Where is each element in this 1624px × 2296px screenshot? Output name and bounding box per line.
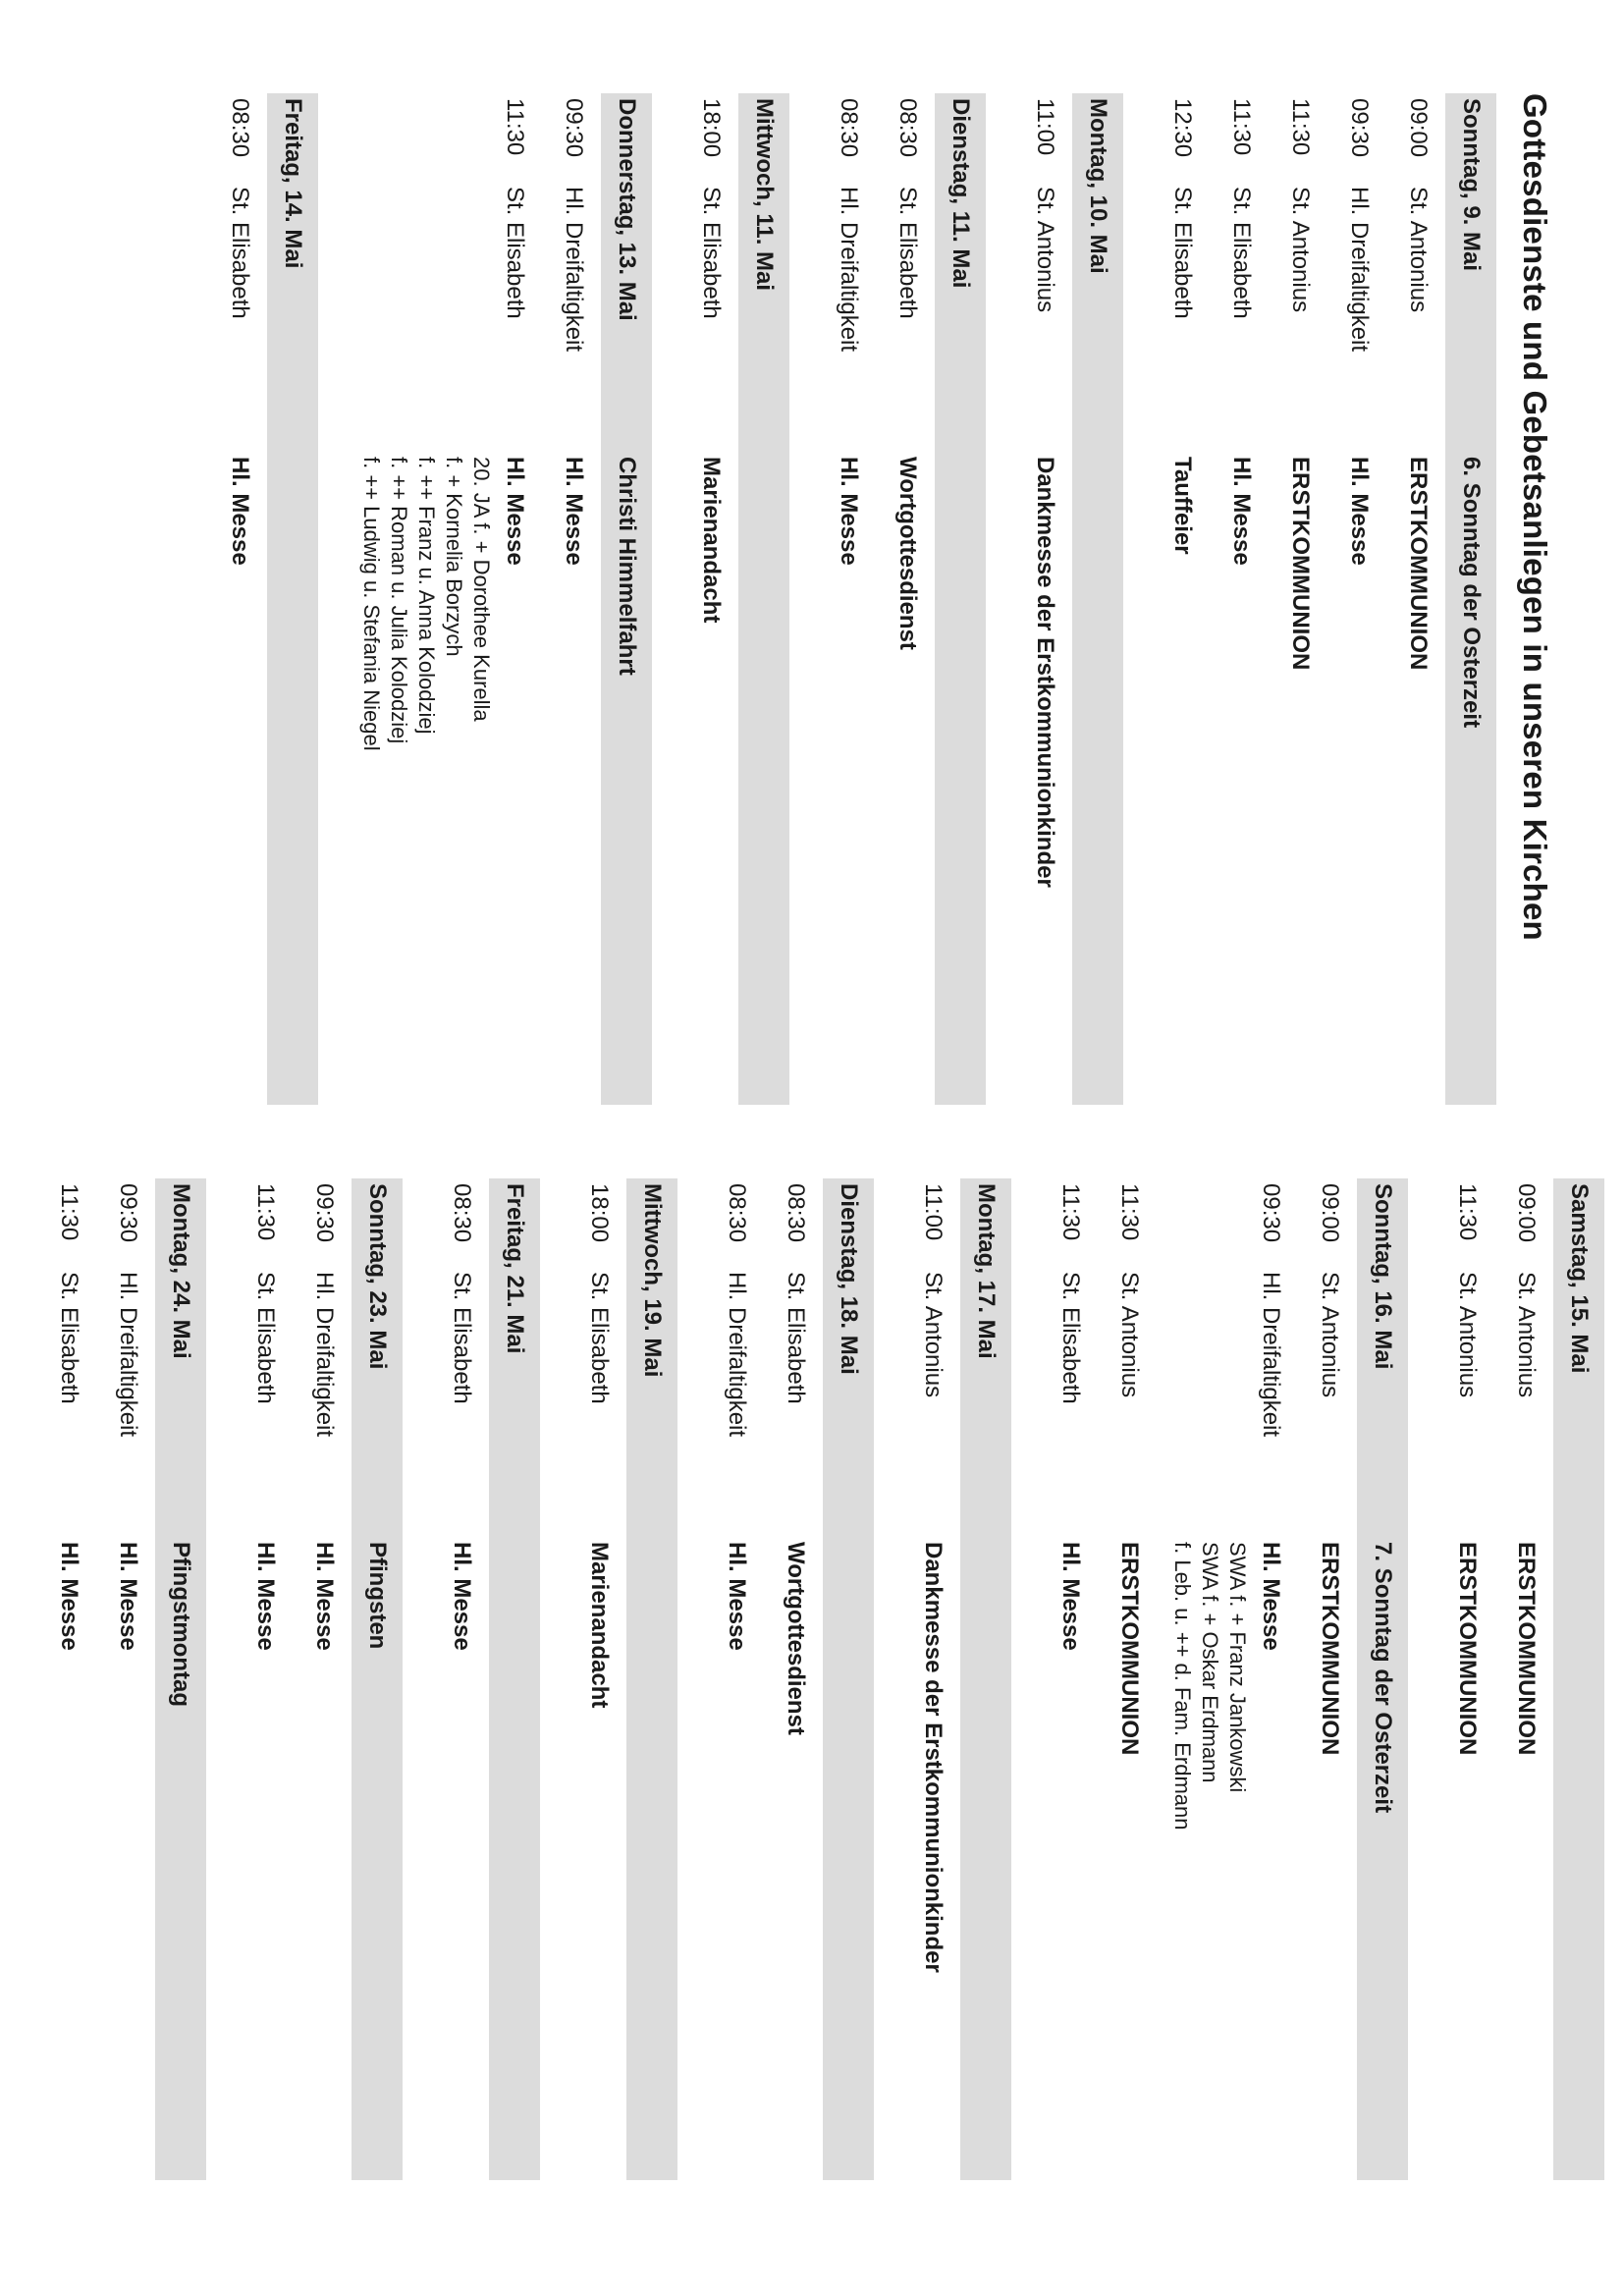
church-name: St. Elisabeth [586, 1272, 613, 1404]
service-time: 09:30 [115, 1183, 141, 1243]
day-header [155, 1178, 206, 2180]
day-label: Montag, 10. Mai [1085, 98, 1111, 274]
service-row [1013, 93, 1072, 1105]
church-name: St. Elisabeth [227, 187, 253, 319]
church-name: St. Elisabeth [56, 1272, 82, 1404]
day-header [1445, 93, 1496, 1105]
church-name: St. Elisabeth [1169, 187, 1196, 319]
service-type: Hl. Messe [502, 457, 528, 566]
intention-line: SWA f. + Oskar Erdmann [1198, 1542, 1222, 1783]
service-type: Tauffeier [1169, 457, 1196, 555]
service-type: Marienandacht [698, 457, 725, 624]
service-row [1327, 93, 1386, 1105]
day-header [601, 93, 652, 1105]
feast-label: Pfingsten [364, 1542, 391, 1650]
day-block [1039, 1178, 1408, 2180]
service-time: 09:30 [311, 1183, 338, 1243]
service-row [96, 1178, 155, 2180]
church-name: Hl. Dreifaltigkeit [115, 1272, 141, 1438]
service-row [705, 1178, 764, 2180]
service-time: 09:00 [1513, 1183, 1540, 1243]
church-name: St. Antonius [1513, 1272, 1540, 1398]
day-block [37, 1178, 206, 2180]
intention-line: SWA f. + Franz Jankowski [1225, 1542, 1250, 1793]
service-type: Wortgottesdienst [783, 1542, 809, 1735]
day-block [430, 1178, 540, 2180]
service-type: Marienandacht [586, 1542, 613, 1709]
service-type: ERSTKOMMUNION [1405, 457, 1432, 671]
church-name: St. Antonius [1317, 1272, 1343, 1398]
church-name: Hl. Dreifaltigkeit [836, 187, 862, 353]
service-time: 11:30 [1057, 1183, 1084, 1241]
service-time: 12:30 [1169, 98, 1196, 158]
service-type: Hl. Messe [724, 1542, 750, 1651]
day-label: Sonntag, 23. Mai [364, 1183, 391, 1370]
service-time: 08:30 [449, 1183, 475, 1243]
service-type: Hl. Messe [1346, 457, 1373, 566]
service-type: ERSTKOMMUNION [1287, 457, 1314, 671]
service-type: ERSTKOMMUNION [1317, 1542, 1343, 1756]
service-type: Dankmesse der Erstkommunionkinder [1032, 457, 1058, 888]
day-label: Montag, 24. Mai [168, 1183, 194, 1359]
church-name: St. Antonius [1454, 1272, 1481, 1398]
day-block [1435, 1178, 1604, 2180]
page-title: Gottesdienste und Gebetsanliegen in unseren Kirchen [1517, 93, 1553, 941]
service-row [542, 93, 601, 1105]
service-time: 11:30 [1454, 1183, 1481, 1241]
day-header [626, 1178, 677, 2180]
service-type: Hl. Messe [1258, 1542, 1284, 1651]
intention-line: f. + Kornelia Borzych [442, 457, 466, 657]
service-row [430, 1178, 489, 2180]
service-time: 11:30 [252, 1183, 279, 1241]
day-block [1013, 93, 1123, 1105]
service-row [293, 1178, 352, 2180]
intention-line: f. ++ Franz u. Anna Kolodziej [414, 457, 439, 735]
service-time: 11:30 [1287, 98, 1314, 156]
right-column [0, 1178, 1624, 2180]
day-label: Freitag, 14. Mai [280, 98, 306, 269]
service-time: 11:30 [1228, 98, 1255, 156]
service-time: 08:30 [836, 98, 862, 158]
church-name: St. Elisabeth [1228, 187, 1255, 319]
service-time: 08:30 [783, 1183, 809, 1243]
church-name: St. Elisabeth [894, 187, 921, 319]
church-name: Hl. Dreifaltigkeit [724, 1272, 750, 1438]
service-row [1269, 93, 1327, 1105]
day-header [960, 1178, 1011, 2180]
service-time: 09:00 [1405, 98, 1432, 158]
service-row [234, 1178, 293, 2180]
day-header [352, 1178, 403, 2180]
service-type: Hl. Messe [115, 1542, 141, 1651]
intentions-list [357, 457, 495, 751]
day-label: Dienstag, 11. Mai [947, 98, 974, 289]
service-type: Hl. Messe [836, 457, 862, 566]
intention-line: 20. JA f. + Dorothee Kurella [469, 457, 494, 722]
church-name: Hl. Dreifaltigkeit [1258, 1272, 1284, 1438]
day-label: Mittwoch, 11. Mai [751, 98, 778, 292]
service-time: 11:00 [1032, 98, 1058, 156]
service-time: 11:00 [920, 1183, 947, 1241]
service-row [901, 1178, 960, 2180]
service-type: Hl. Messe [227, 457, 253, 566]
day-header [738, 93, 789, 1105]
day-label: Dienstag, 18. Mai [836, 1183, 862, 1375]
feast-label: 6. Sonntag der Osterzeit [1458, 457, 1485, 729]
service-row [37, 1178, 96, 2180]
church-name: St. Elisabeth [783, 1272, 809, 1404]
service-row [1210, 93, 1269, 1105]
service-time: 09:00 [1317, 1183, 1343, 1243]
church-name: Hl. Dreifaltigkeit [311, 1272, 338, 1438]
feast-label: Pfingstmontag [168, 1542, 194, 1707]
church-name: St. Elisabeth [502, 187, 528, 319]
day-header [1553, 1178, 1604, 2180]
service-row [1494, 1178, 1553, 2180]
service-row [1386, 93, 1445, 1105]
service-type: Hl. Messe [252, 1542, 279, 1651]
day-label: Donnerstag, 13. Mai [614, 98, 640, 321]
service-time: 08:30 [724, 1183, 750, 1243]
intention-line: f. ++ Ludwig u. Stefania Niegel [359, 457, 384, 751]
service-type: Hl. Messe [1228, 457, 1255, 566]
day-block [568, 1178, 677, 2180]
day-header [935, 93, 986, 1105]
service-row [1435, 1178, 1494, 2180]
service-row [208, 93, 267, 1105]
service-time: 11:30 [502, 98, 528, 156]
service-row [1298, 1178, 1357, 2180]
service-row [876, 93, 935, 1105]
day-block [208, 93, 318, 1105]
day-block [901, 1178, 1011, 2180]
day-header [267, 93, 318, 1105]
service-time: 09:30 [1258, 1183, 1284, 1243]
church-name: St. Antonius [1116, 1272, 1143, 1398]
service-type: Wortgottesdienst [894, 457, 921, 650]
service-row [568, 1178, 626, 2180]
church-name: St. Antonius [1287, 187, 1314, 313]
service-type: ERSTKOMMUNION [1116, 1542, 1143, 1756]
service-type: ERSTKOMMUNION [1513, 1542, 1540, 1756]
service-row [1098, 1178, 1157, 2180]
left-column [0, 93, 1624, 1105]
service-time: 18:00 [698, 98, 725, 158]
service-type: Hl. Messe [1057, 1542, 1084, 1651]
day-header [489, 1178, 540, 2180]
day-label: Sonntag, 9. Mai [1458, 98, 1485, 272]
church-name: St. Antonius [920, 1272, 947, 1398]
service-type: Hl. Messe [56, 1542, 82, 1651]
church-name: St. Antonius [1032, 187, 1058, 313]
service-time: 09:30 [1346, 98, 1373, 158]
church-name: St. Antonius [1405, 187, 1432, 313]
day-block [346, 93, 652, 1105]
service-time: 11:30 [56, 1183, 82, 1241]
day-block [679, 93, 789, 1105]
day-label: Sonntag, 16. Mai [1370, 1183, 1396, 1370]
service-type: Hl. Messe [311, 1542, 338, 1651]
service-type: ERSTKOMMUNION [1454, 1542, 1481, 1756]
service-row [346, 93, 542, 1105]
day-label: Mittwoch, 19. Mai [639, 1183, 666, 1378]
service-time: 08:30 [227, 98, 253, 158]
service-row [764, 1178, 823, 2180]
day-label: Samstag, 15. Mai [1566, 1183, 1593, 1374]
service-row [1151, 93, 1210, 1105]
service-row [1157, 1178, 1298, 2180]
feast-label: Christi Himmelfahrt [614, 457, 640, 676]
church-name: St. Elisabeth [1057, 1272, 1084, 1404]
church-name: St. Elisabeth [252, 1272, 279, 1404]
service-time: 09:30 [561, 98, 587, 158]
intention-line: f. Leb. u. ++ d. Fam. Erdmann [1170, 1542, 1195, 1831]
church-name: Hl. Dreifaltigkeit [561, 187, 587, 353]
service-type: Dankmesse der Erstkommunionkinder [920, 1542, 947, 1973]
service-time: 11:30 [1116, 1183, 1143, 1241]
day-header [1357, 1178, 1408, 2180]
church-name: St. Elisabeth [698, 187, 725, 319]
feast-label: 7. Sonntag der Osterzeit [1370, 1542, 1396, 1814]
day-label: Freitag, 21. Mai [502, 1183, 528, 1354]
service-row [679, 93, 738, 1105]
service-type: Hl. Messe [449, 1542, 475, 1651]
intention-line: f. ++ Roman u. Julia Kolodziej [387, 457, 411, 744]
intentions-list [1168, 1542, 1251, 1831]
day-header [1072, 93, 1123, 1105]
day-block [234, 1178, 403, 2180]
church-name: Hl. Dreifaltigkeit [1346, 187, 1373, 353]
day-block [705, 1178, 874, 2180]
day-block [817, 93, 986, 1105]
service-row [817, 93, 876, 1105]
service-row [1039, 1178, 1098, 2180]
service-time: 18:00 [586, 1183, 613, 1243]
service-time: 08:30 [894, 98, 921, 158]
day-header [823, 1178, 874, 2180]
day-block [1151, 93, 1496, 1105]
service-type: Hl. Messe [561, 457, 587, 566]
day-label: Montag, 17. Mai [973, 1183, 1000, 1359]
church-name: St. Elisabeth [449, 1272, 475, 1404]
